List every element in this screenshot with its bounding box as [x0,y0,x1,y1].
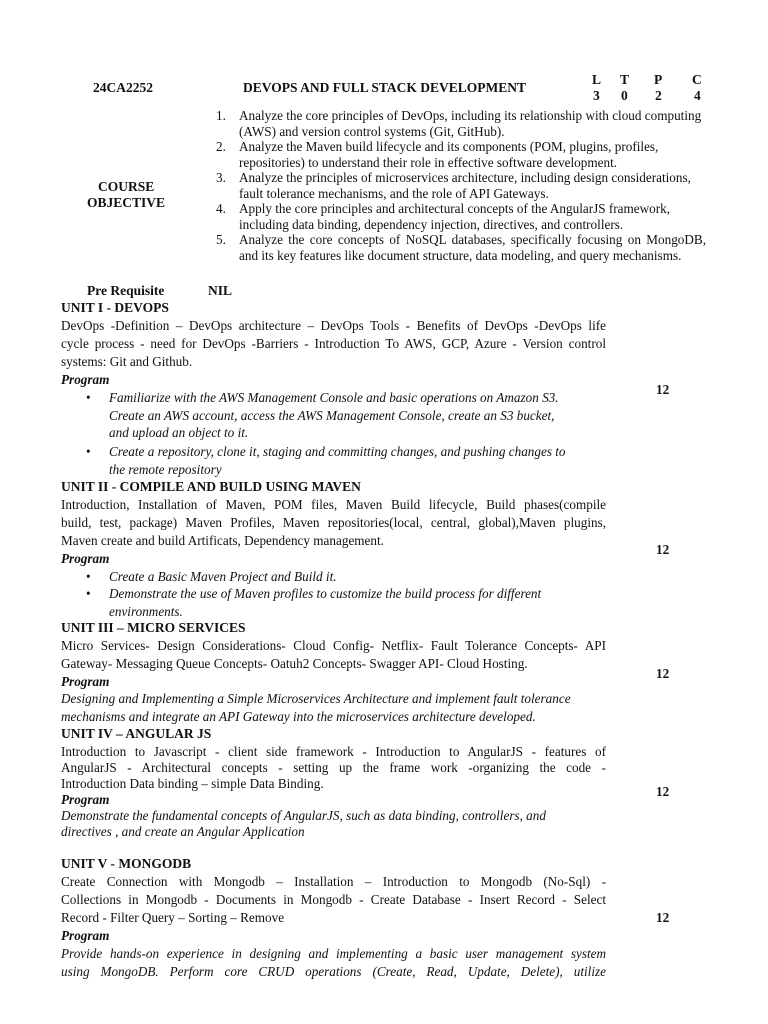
unit-content-line: Introduction Data binding – simple Data Binding. [61,776,324,791]
program-item [86,443,606,478]
ltpc-value-c: 4 [694,88,701,103]
ltpc-label-l: L [592,72,602,87]
program-line: the remote repository [109,461,222,477]
bullet-icon: • [86,444,91,459]
objective-number: 3. [216,170,226,185]
objective-text: Analyze the principles of microservices architecture, including design considerations, fault tolerance mechanisms, and the role of API Gateways. [239,170,691,201]
unit-content-line: Collections in Mongodb - Documents in Mongodb - Create Database - Insert Record - Select [61,892,606,907]
unit-content-line: Create Connection with Mongodb – Installation – Introduction to Mongodb (No-Sql) - [61,874,606,889]
program-label: Program [61,792,110,807]
ltpc-value-p: 2 [655,88,662,103]
ltpc-value-l: 3 [593,88,600,103]
objective-item [216,170,706,201]
course-objective-label-2: OBJECTIVE [87,195,166,210]
program-label: Program [61,551,110,566]
program-item [86,568,606,586]
ltpc-value-t: 0 [621,88,628,103]
objective-text: Analyze the core concepts of NoSQL databases, specifically focusing on MongoDB, and its key features like document structure, data modeling, and query mechanisms. [239,232,706,263]
program-line: Familiarize with the AWS Management Console and basic operations on Amazon S3. [109,390,559,405]
program-line: Demonstrate the fundamental concepts of AngularJS, such as data binding, controllers, and [61,808,546,823]
unit-content-line: Record - Filter Query – Sorting – Remove [61,910,285,925]
objective-number: 5. [216,232,226,247]
unit-content-line: AngularJS - Architectural concepts - setting up the frame work -organizing the code - [61,760,606,775]
program-item [86,585,606,620]
program-line: and upload an object to it. [109,425,249,440]
program-line: Create an AWS account, access the AWS Management Console, create an S3 bucket, [109,407,555,423]
objective-text: Analyze the core principles of DevOps, including its relationship with cloud computing (AWS) and version control systems (Git, GitHub). [239,108,702,139]
unit-hours: 12 [656,382,670,397]
program-line: Provide hands-on experience in designing and implementing a basic user management system [61,946,606,961]
unit-hours: 12 [656,784,670,799]
program-line: using MongoDB. Perform core CRUD operations (Create, Read, Update, Delete), utilize [61,964,606,979]
program-label: Program [61,372,110,387]
unit-title: UNIT I - DEVOPS [61,300,169,315]
unit-hours: 12 [656,910,670,925]
ltpc-label-c: C [692,72,702,87]
objective-number: 4. [216,201,226,216]
ltpc-label-p: P [654,72,663,87]
ltpc-label-t: T [620,72,630,87]
course-code: 24CA2252 [93,80,153,95]
unit-title: UNIT IV – ANGULAR JS [61,726,212,741]
program-label: Program [61,928,110,943]
unit-content-line: DevOps -Definition – DevOps architecture – DevOps Tools - Benefits of DevOps -DevOps life [61,318,606,333]
objective-item [216,201,706,232]
objective-item [216,108,706,139]
program-line: Demonstrate the use of Maven profiles to customize the build process for different [109,586,542,601]
objective-item [216,232,706,263]
unit-title: UNIT III – MICRO SERVICES [61,620,246,635]
objective-number: 2. [216,139,226,154]
unit-title: UNIT II - COMPILE AND BUILD USING MAVEN [61,479,361,494]
program-line: Create a Basic Maven Project and Build it. [109,569,337,584]
unit-content-line: systems: Git and Github. [61,354,193,369]
unit-content-line: Micro Services- Design Considerations- Cloud Config- Netflix- Fault Tolerance Concepts- API [61,638,606,653]
objective-text: Apply the core principles and architectural concepts of the AngularJS framework, including data binding, dependency injection, directives, and controllers. [239,201,671,232]
objective-text: Analyze the Maven build lifecycle and its components (POM, plugins, profiles, repositories) to understand their role in effective software development. [239,139,659,170]
objective-number: 1. [216,108,226,123]
unit-content-line: Introduction to Javascript - client side framework - Introduction to AngularJS - features of [61,744,606,759]
unit-content-line: Introduction, Installation of Maven, POM files, Maven Build lifecycle, Build phases(compile [61,497,606,512]
prerequisite-label: Pre Requisite [87,283,165,298]
unit-title: UNIT V - MONGODB [61,856,192,871]
program-line: environments. [109,603,183,619]
program-line: Create a repository, clone it, staging and committing changes, and pushing changes to [109,444,566,459]
bullet-icon: • [86,586,91,601]
course-objective-label: COURSE [98,179,155,194]
unit-content-line: Maven create and build Artificats, Dependency management. [61,533,384,548]
prerequisite-value: NIL [208,283,233,298]
objective-item [216,139,706,170]
unit-content-line: Gateway- Messaging Queue Concepts- Oatuh2 Concepts- Swagger API- Cloud Hosting. [61,656,528,671]
unit-content-line: build, test, package) Maven Profiles, Maven repositories(local, central, global),Maven plugins, [61,515,606,530]
bullet-icon: • [86,569,91,584]
program-line: mechanisms and integrate an API Gateway into the microservices architecture developed. [61,709,536,724]
course-title: DEVOPS AND FULL STACK DEVELOPMENT [243,80,527,95]
program-line: directives , and create an Angular Application [61,824,305,839]
program-label: Program [61,674,110,689]
unit-hours: 12 [656,666,670,681]
program-item [86,389,606,442]
unit-content-line: cycle process - need for DevOps -Barriers - Introduction To AWS, GCP, Azure - Version control [61,336,606,351]
unit-hours: 12 [656,542,670,557]
bullet-icon: • [86,390,91,405]
program-line: Designing and Implementing a Simple Microservices Architecture and implement fault tolerance [61,691,571,706]
